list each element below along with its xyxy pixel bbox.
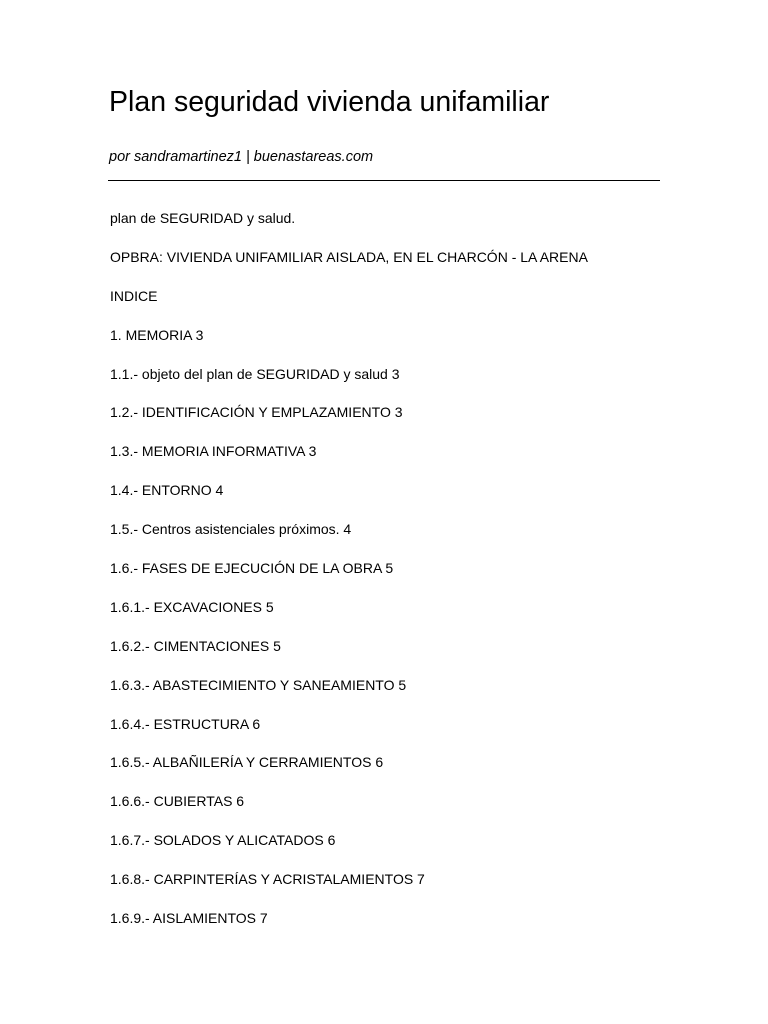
toc-entry: 1.6.5.- ALBAÑILERÍA Y CERRAMIENTOS 6: [110, 754, 384, 771]
toc-entry: 1.6.3.- ABASTECIMIENTO Y SANEAMIENTO 5: [110, 676, 407, 693]
toc-entry: 1. MEMORIA 3: [110, 326, 204, 343]
toc-entry: 1.5.- Centros asistenciales próximos. 4: [110, 521, 352, 538]
toc-entry: 1.1.- objeto del plan de SEGURIDAD y salud 3: [110, 365, 400, 382]
toc-entry: 1.3.- MEMORIA INFORMATIVA 3: [110, 443, 317, 460]
body-line: INDICE: [110, 287, 158, 304]
toc-entry: 1.4.- ENTORNO 4: [110, 482, 224, 499]
body-line: plan de SEGURIDAD y salud.: [110, 210, 296, 226]
toc-entry: 1.6.4.- ESTRUCTURA 6: [110, 715, 261, 732]
document-body: [110, 208, 588, 947]
toc-entry: 1.6.6.- CUBIERTAS 6: [110, 793, 245, 810]
toc-entry: 1.6.8.- CARPINTERÍAS Y ACRISTALAMIENTOS 7: [110, 871, 425, 888]
title-divider: [108, 180, 660, 181]
toc-entry: 1.6.9.- AISLAMIENTOS 7: [110, 910, 268, 927]
toc-entry: 1.6.- FASES DE EJECUCIÓN DE LA OBRA 5: [110, 560, 394, 577]
toc-entry: 1.6.1.- EXCAVACIONES 5: [110, 598, 274, 615]
toc-entry: 1.6.7.- SOLADOS Y ALICATADOS 6: [110, 832, 336, 849]
toc-entry: 1.6.2.- CIMENTACIONES 5: [110, 637, 281, 654]
toc-entry: 1.2.- IDENTIFICACIÓN Y EMPLAZAMIENTO 3: [110, 404, 403, 421]
document-byline: por sandramartinez1 | buenastareas.com: [109, 149, 374, 165]
document-title: Plan seguridad vivienda unifamiliar: [109, 86, 550, 118]
body-line: OPBRA: VIVIENDA UNIFAMILIAR AISLADA, EN EL CHARCÓN - LA ARENA: [110, 248, 588, 265]
